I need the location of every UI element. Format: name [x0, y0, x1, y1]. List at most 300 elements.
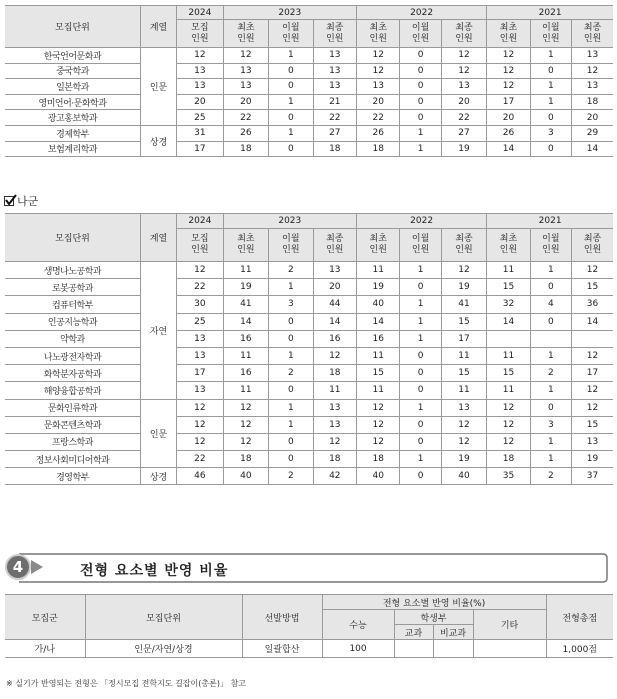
- value-cell: 18: [313, 451, 356, 468]
- value-cell: 12: [223, 399, 268, 416]
- value-cell: 11: [223, 382, 268, 399]
- value-cell: 30: [177, 296, 224, 313]
- value-cell: 37: [572, 468, 613, 485]
- table-row: [5, 433, 613, 450]
- col-initial-header: 최초 인원: [223, 20, 268, 48]
- dept-name: 광고홍보학과: [5, 110, 140, 126]
- dept-name: 한국언어문화과: [5, 48, 140, 64]
- dept-name: 보험계리학과: [5, 141, 140, 157]
- value-cell: 46: [177, 468, 224, 485]
- value-cell: 0: [400, 416, 441, 433]
- row-method: 일괄합산: [242, 640, 322, 658]
- col-final-header: 최종 인원: [313, 20, 356, 48]
- value-cell: 22: [177, 279, 224, 296]
- value-cell: 0: [400, 365, 441, 382]
- value-cell: 1: [269, 416, 313, 433]
- value-cell: 40: [441, 468, 486, 485]
- value-cell: 13: [177, 347, 224, 364]
- col-track-header: 계열: [140, 214, 176, 262]
- value-cell: 1: [400, 451, 441, 468]
- value-cell: 0: [400, 94, 441, 110]
- value-cell: 13: [313, 63, 356, 79]
- value-cell: 12: [572, 63, 613, 79]
- value-cell: [530, 330, 571, 347]
- value-cell: 22: [223, 110, 268, 126]
- col-etc-header: 기타: [473, 610, 546, 640]
- col-carryover-header: 이월 인원: [530, 229, 571, 262]
- dept-name: 정보사회미디어학과: [5, 451, 140, 468]
- value-cell: 12: [177, 433, 224, 450]
- value-cell: 16: [223, 365, 268, 382]
- col-carryover-header: 이월 인원: [530, 20, 571, 48]
- track-cell: 인문: [140, 399, 176, 468]
- value-cell: 0: [400, 110, 441, 126]
- value-cell: 12: [572, 347, 613, 364]
- value-cell: 0: [530, 141, 571, 157]
- value-cell: 1: [530, 79, 571, 95]
- value-cell: 0: [400, 79, 441, 95]
- value-cell: 12: [572, 262, 613, 279]
- value-cell: 0: [269, 63, 313, 79]
- table-row: [5, 63, 613, 79]
- value-cell: 2: [269, 262, 313, 279]
- section-title: 전형 요소별 반영 비율: [80, 563, 229, 579]
- col-subject-header: 교과: [394, 625, 433, 640]
- value-cell: 14: [487, 141, 530, 157]
- value-cell: [572, 330, 613, 347]
- value-cell: 36: [572, 296, 613, 313]
- value-cell: 0: [269, 79, 313, 95]
- dept-name: 인공지능학과: [5, 313, 140, 330]
- value-cell: 14: [572, 313, 613, 330]
- col-carryover-header: 이월 인원: [269, 229, 313, 262]
- row-etc: [473, 640, 546, 658]
- value-cell: 17: [572, 365, 613, 382]
- value-cell: 26: [223, 125, 268, 141]
- col-carryover-header: 이월 인원: [400, 229, 441, 262]
- table-row: [5, 382, 613, 399]
- value-cell: 12: [223, 433, 268, 450]
- value-cell: 12: [313, 347, 356, 364]
- value-cell: 20: [357, 94, 400, 110]
- value-cell: 13: [572, 79, 613, 95]
- value-cell: 11: [487, 347, 530, 364]
- dept-name: 약학과: [5, 330, 140, 347]
- dept-name: 중국학과: [5, 63, 140, 79]
- value-cell: 12: [177, 262, 224, 279]
- dept-name: 문화인류학과: [5, 399, 140, 416]
- value-cell: 12: [441, 433, 486, 450]
- year-2022-header: 2022: [357, 6, 487, 20]
- section-number-badge: 4: [5, 554, 31, 580]
- row-total: 1,000점: [546, 640, 613, 658]
- dept-name: 컴퓨터학부: [5, 296, 140, 313]
- year-2021-header: 2021: [487, 214, 613, 229]
- value-cell: 15: [572, 416, 613, 433]
- value-cell: 20: [572, 110, 613, 126]
- col-method-header: 선발방법: [242, 595, 322, 640]
- row-nonsubject: [433, 640, 473, 658]
- value-cell: 18: [487, 451, 530, 468]
- col-quota-header: 모집 인원: [177, 229, 224, 262]
- value-cell: 2: [269, 365, 313, 382]
- col-total-header: 전형총점: [546, 595, 613, 640]
- dept-name: 해양융합공학과: [5, 382, 140, 399]
- value-cell: 20: [223, 94, 268, 110]
- year-2021-header: 2021: [487, 6, 613, 20]
- col-unit-header: 모집단위: [85, 595, 242, 640]
- value-cell: 13: [313, 399, 356, 416]
- dept-name: 일본학과: [5, 79, 140, 95]
- year-2024-header: 2024: [177, 214, 224, 229]
- value-cell: 0: [530, 63, 571, 79]
- value-cell: 1: [269, 399, 313, 416]
- value-cell: 1: [269, 48, 313, 64]
- value-cell: 44: [313, 296, 356, 313]
- value-cell: 13: [572, 433, 613, 450]
- table-row: [5, 296, 613, 313]
- value-cell: 0: [530, 110, 571, 126]
- value-cell: 1: [400, 330, 441, 347]
- table-row: [5, 125, 613, 141]
- col-initial-header: 최초 인원: [487, 229, 530, 262]
- col-unit-header: 모집단위: [5, 214, 140, 262]
- table-row: [5, 416, 613, 433]
- value-cell: 12: [487, 399, 530, 416]
- value-cell: 12: [441, 63, 486, 79]
- value-cell: 1: [269, 125, 313, 141]
- value-cell: 19: [441, 141, 486, 157]
- value-cell: 11: [223, 347, 268, 364]
- value-cell: 17: [177, 141, 224, 157]
- value-cell: 15: [441, 313, 486, 330]
- value-cell: 11: [357, 347, 400, 364]
- col-school-record-header: 학생부: [394, 610, 473, 625]
- value-cell: 1: [269, 279, 313, 296]
- checkbox-checked-icon: [4, 196, 14, 206]
- value-cell: 21: [313, 94, 356, 110]
- value-cell: 0: [400, 382, 441, 399]
- value-cell: 0: [530, 399, 571, 416]
- value-cell: 0: [269, 330, 313, 347]
- value-cell: 11: [487, 262, 530, 279]
- value-cell: [487, 330, 530, 347]
- value-cell: 18: [223, 451, 268, 468]
- row-subject: [394, 640, 433, 658]
- value-cell: 40: [357, 468, 400, 485]
- value-cell: 12: [313, 433, 356, 450]
- value-cell: 0: [269, 382, 313, 399]
- col-initial-header: 최초 인원: [223, 229, 268, 262]
- value-cell: 0: [269, 313, 313, 330]
- value-cell: 25: [177, 110, 224, 126]
- value-cell: 13: [313, 79, 356, 95]
- col-initial-header: 최초 인원: [357, 229, 400, 262]
- value-cell: 25: [177, 313, 224, 330]
- value-cell: 13: [441, 79, 486, 95]
- track-cell: 상경: [140, 468, 176, 485]
- track-cell: 상경: [140, 125, 176, 156]
- value-cell: 0: [400, 347, 441, 364]
- table-row: [5, 279, 613, 296]
- value-cell: 12: [357, 399, 400, 416]
- table-row: [5, 262, 613, 279]
- value-cell: 0: [400, 433, 441, 450]
- value-cell: 1: [400, 141, 441, 157]
- value-cell: 1: [269, 347, 313, 364]
- value-cell: 18: [572, 94, 613, 110]
- value-cell: 3: [530, 416, 571, 433]
- table-row: [5, 330, 613, 347]
- year-2022-header: 2022: [357, 214, 487, 229]
- value-cell: 12: [441, 416, 486, 433]
- value-cell: 18: [223, 141, 268, 157]
- value-cell: 2: [530, 365, 571, 382]
- value-cell: 1: [269, 94, 313, 110]
- value-cell: 19: [441, 279, 486, 296]
- value-cell: 0: [400, 468, 441, 485]
- value-cell: 12: [572, 399, 613, 416]
- value-cell: 15: [441, 365, 486, 382]
- value-cell: 0: [530, 313, 571, 330]
- value-cell: 18: [357, 141, 400, 157]
- footnote: ※ 실기가 반영되는 전형은 「정시모집 전학지도 길잡이(총론)」 참고: [6, 679, 246, 688]
- table-2023-na-group: [5, 213, 613, 485]
- col-carryover-header: 이월 인원: [269, 20, 313, 48]
- table-row: [5, 94, 613, 110]
- value-cell: 12: [487, 48, 530, 64]
- value-cell: 41: [441, 296, 486, 313]
- value-cell: 31: [177, 125, 224, 141]
- dept-name: 문화콘텐츠학과: [5, 416, 140, 433]
- value-cell: 13: [223, 79, 268, 95]
- value-cell: 13: [357, 79, 400, 95]
- table-row: [5, 48, 613, 64]
- value-cell: 22: [441, 110, 486, 126]
- value-cell: 42: [313, 468, 356, 485]
- value-cell: 29: [572, 125, 613, 141]
- row-unit: 인문/자연/상경: [85, 640, 242, 658]
- col-ratio-header: 전형 요소별 반영 비율(%): [322, 595, 546, 610]
- value-cell: 13: [177, 79, 224, 95]
- value-cell: 0: [400, 63, 441, 79]
- value-cell: 20: [313, 279, 356, 296]
- value-cell: 1: [530, 262, 571, 279]
- value-cell: 20: [441, 94, 486, 110]
- value-cell: 14: [223, 313, 268, 330]
- value-cell: 12: [487, 433, 530, 450]
- col-final-header: 최종 인원: [572, 20, 613, 48]
- category-label: 나군: [17, 195, 39, 208]
- value-cell: 11: [313, 382, 356, 399]
- value-cell: 11: [357, 262, 400, 279]
- value-cell: 22: [177, 451, 224, 468]
- value-cell: 15: [487, 365, 530, 382]
- track-cell: 인문: [140, 48, 176, 126]
- value-cell: 1: [530, 382, 571, 399]
- value-cell: 11: [223, 262, 268, 279]
- value-cell: 18: [313, 141, 356, 157]
- value-cell: 12: [357, 63, 400, 79]
- value-cell: 13: [177, 382, 224, 399]
- value-cell: 1: [400, 262, 441, 279]
- value-cell: 12: [441, 48, 486, 64]
- col-nonsubject-header: 비교과: [433, 625, 473, 640]
- table-element-ratio: [5, 594, 613, 658]
- value-cell: 17: [177, 365, 224, 382]
- table-row: [5, 468, 613, 485]
- value-cell: 0: [269, 433, 313, 450]
- row-group: 가/나: [5, 640, 85, 658]
- value-cell: 14: [313, 313, 356, 330]
- value-cell: 13: [572, 48, 613, 64]
- col-final-header: 최종 인원: [441, 20, 486, 48]
- value-cell: 2: [269, 468, 313, 485]
- value-cell: 1: [400, 125, 441, 141]
- col-unit-header: 모집단위: [5, 6, 140, 48]
- table-row: [5, 399, 613, 416]
- table-row: [5, 451, 613, 468]
- value-cell: 14: [487, 313, 530, 330]
- value-cell: 12: [357, 48, 400, 64]
- value-cell: 18: [357, 451, 400, 468]
- value-cell: 1: [530, 451, 571, 468]
- value-cell: 19: [572, 451, 613, 468]
- col-suneung-header: 수능: [322, 610, 394, 640]
- value-cell: 3: [530, 125, 571, 141]
- value-cell: 4: [530, 296, 571, 313]
- year-2023-header: 2023: [223, 214, 356, 229]
- value-cell: 0: [530, 279, 571, 296]
- table-row: [5, 141, 613, 157]
- value-cell: 26: [487, 125, 530, 141]
- value-cell: 14: [357, 313, 400, 330]
- value-cell: 13: [441, 399, 486, 416]
- value-cell: 12: [177, 48, 224, 64]
- value-cell: 12: [487, 63, 530, 79]
- dept-name: 영미언어·문화학과: [5, 94, 140, 110]
- value-cell: 41: [223, 296, 268, 313]
- row-suneung: 100: [322, 640, 394, 658]
- value-cell: 27: [313, 125, 356, 141]
- value-cell: 11: [487, 382, 530, 399]
- value-cell: 16: [313, 330, 356, 347]
- value-cell: 12: [357, 416, 400, 433]
- col-group-header: 모집군: [5, 595, 85, 640]
- value-cell: 12: [487, 416, 530, 433]
- value-cell: 11: [441, 347, 486, 364]
- value-cell: 40: [357, 296, 400, 313]
- value-cell: 17: [441, 330, 486, 347]
- value-cell: 2: [530, 468, 571, 485]
- year-2023-header: 2023: [223, 6, 356, 20]
- dept-name: 화학분자공학과: [5, 365, 140, 382]
- value-cell: 13: [313, 48, 356, 64]
- col-final-header: 최종 인원: [441, 229, 486, 262]
- table-row: [5, 313, 613, 330]
- dept-name: 경제학부: [5, 125, 140, 141]
- value-cell: 13: [177, 63, 224, 79]
- value-cell: 13: [177, 330, 224, 347]
- value-cell: 3: [269, 296, 313, 313]
- value-cell: 19: [441, 451, 486, 468]
- value-cell: 16: [357, 330, 400, 347]
- track-cell: 자연: [140, 262, 176, 400]
- value-cell: 40: [223, 468, 268, 485]
- value-cell: 12: [487, 79, 530, 95]
- value-cell: 11: [357, 382, 400, 399]
- year-2024-header: 2024: [177, 6, 224, 20]
- value-cell: 19: [357, 279, 400, 296]
- table-row: [5, 110, 613, 126]
- col-quota-header: 모집 인원: [177, 20, 224, 48]
- value-cell: 19: [223, 279, 268, 296]
- value-cell: 13: [313, 262, 356, 279]
- value-cell: 1: [530, 48, 571, 64]
- value-cell: 11: [441, 382, 486, 399]
- value-cell: 12: [177, 399, 224, 416]
- dept-name: 프랑스학과: [5, 433, 140, 450]
- value-cell: 13: [313, 416, 356, 433]
- category-na: [4, 193, 38, 209]
- value-cell: 0: [400, 48, 441, 64]
- value-cell: 0: [269, 110, 313, 126]
- value-cell: 12: [223, 416, 268, 433]
- value-cell: 12: [223, 48, 268, 64]
- value-cell: 0: [269, 451, 313, 468]
- value-cell: 17: [487, 94, 530, 110]
- value-cell: 1: [530, 347, 571, 364]
- value-cell: 1: [400, 313, 441, 330]
- value-cell: 0: [269, 141, 313, 157]
- value-cell: 18: [313, 365, 356, 382]
- value-cell: 20: [487, 110, 530, 126]
- col-final-header: 최종 인원: [313, 229, 356, 262]
- col-final-header: 최종 인원: [572, 229, 613, 262]
- col-initial-header: 최초 인원: [487, 20, 530, 48]
- table-row: [5, 365, 613, 382]
- table-2023-ga-group: [5, 5, 613, 157]
- value-cell: 20: [177, 94, 224, 110]
- value-cell: 26: [357, 125, 400, 141]
- value-cell: 35: [487, 468, 530, 485]
- value-cell: 22: [357, 110, 400, 126]
- value-cell: 12: [357, 433, 400, 450]
- value-cell: 0: [400, 279, 441, 296]
- value-cell: 12: [177, 416, 224, 433]
- value-cell: 15: [487, 279, 530, 296]
- value-cell: 32: [487, 296, 530, 313]
- table-row: [5, 347, 613, 364]
- value-cell: 1: [530, 94, 571, 110]
- value-cell: 1: [400, 296, 441, 313]
- col-carryover-header: 이월 인원: [400, 20, 441, 48]
- value-cell: 13: [223, 63, 268, 79]
- table-row: [5, 79, 613, 95]
- value-cell: 12: [441, 262, 486, 279]
- dept-name: 나노광전자학과: [5, 347, 140, 364]
- value-cell: 15: [572, 279, 613, 296]
- value-cell: 22: [313, 110, 356, 126]
- section-4-heading: [5, 551, 608, 585]
- col-track-header: 계열: [140, 6, 176, 48]
- value-cell: 15: [357, 365, 400, 382]
- dept-name: 로봇공학과: [5, 279, 140, 296]
- dept-name: 생명나노공학과: [5, 262, 140, 279]
- value-cell: 12: [572, 382, 613, 399]
- value-cell: 16: [223, 330, 268, 347]
- value-cell: 27: [441, 125, 486, 141]
